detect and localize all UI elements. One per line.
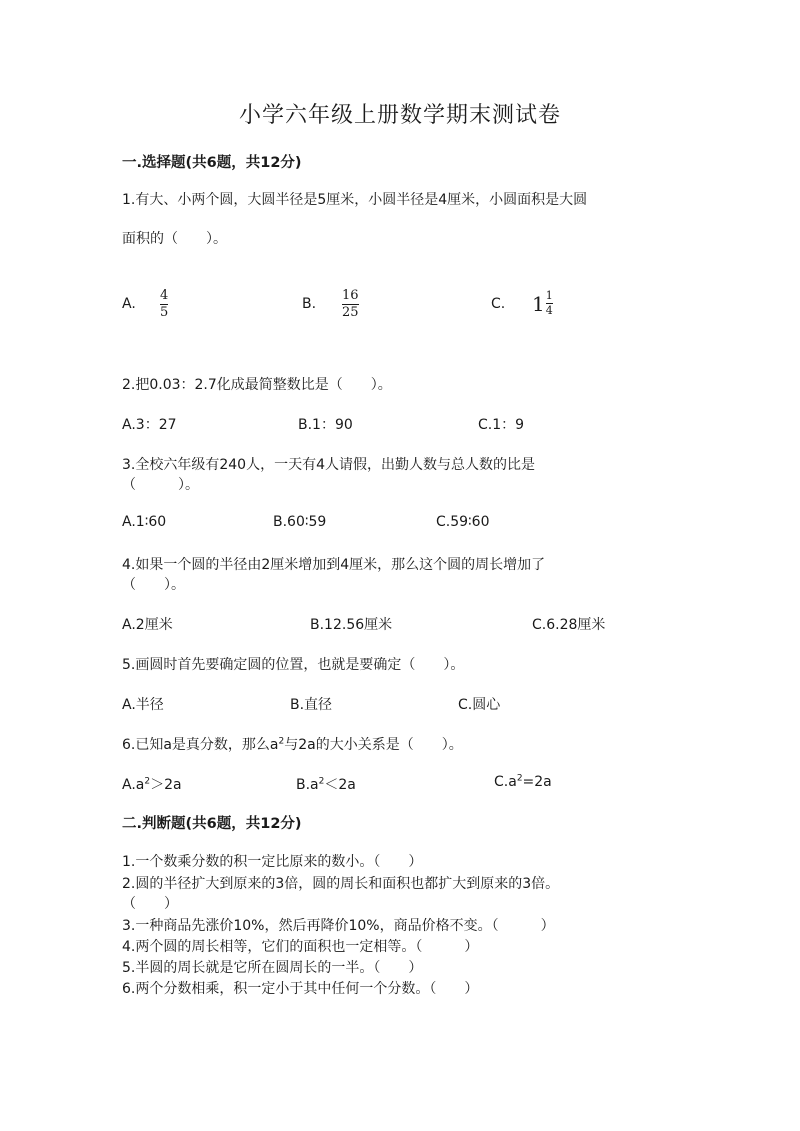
q3-option-a: A.1∶60 <box>122 514 167 530</box>
mixed-whole: 1 <box>532 291 545 316</box>
q1-option-c-mixed-number <box>532 290 553 317</box>
judgment-item-3: 3.一种商品先涨价10%，然后再降价10%，商品价格不变。（ ） <box>122 918 555 934</box>
question-6 <box>122 734 463 754</box>
judgment-item-2: 2.圆的半径扩大到原来的3倍，圆的周长和面积也都扩大到原来的3倍。 <box>122 876 560 892</box>
question-3-line-2: （ ）。 <box>122 477 199 493</box>
q6-a-post: ＞2a <box>150 777 182 793</box>
q1-option-b-fraction <box>342 289 359 320</box>
judgment-item-4: 4.两个圆的周长相等，它们的面积也一定相等。（ ） <box>122 939 479 955</box>
q2-option-b: B.1：90 <box>298 417 353 433</box>
judgment-item-5: 5.半圆的周长就是它所在圆周长的一半。（ ） <box>122 960 423 976</box>
q3-option-b: B.60∶59 <box>273 514 327 530</box>
question-5: 5.画圆时首先要确定圆的位置，也就是要确定（ ）。 <box>122 657 465 673</box>
q1-option-c-label: C. <box>491 296 506 312</box>
q4-option-b: B.12.56厘米 <box>310 617 393 633</box>
judgment-item-1: 1.一个数乘分数的积一定比原来的数小。（ ） <box>122 854 423 870</box>
q1-option-a-label: A. <box>122 296 136 312</box>
q5-option-a: A.半径 <box>122 697 164 713</box>
q6-a-pre: A.a <box>122 777 145 793</box>
q6-text-post: 与2a的大小关系是（ ）。 <box>284 737 463 753</box>
q1-option-a-fraction <box>160 289 168 320</box>
question-4-line-1: 4.如果一个圆的半径由2厘米增加到4厘米，那么这个圆的周长增加了 <box>122 557 546 573</box>
q4-option-a: A.2厘米 <box>122 617 173 633</box>
question-1-line-2: 面积的（ ）。 <box>122 231 227 247</box>
fraction-numerator: 1 <box>545 289 553 302</box>
fraction-numerator: 16 <box>342 288 359 303</box>
q2-option-a: A.3：27 <box>122 417 177 433</box>
q6-option-a <box>122 774 182 794</box>
q6-text-pre: 6.已知a是真分数，那么a <box>122 737 279 753</box>
q3-option-c: C.59∶60 <box>436 514 490 530</box>
q6-c-pre: C.a <box>494 774 517 790</box>
q5-option-c: C.圆心 <box>458 697 501 713</box>
q6-c-sup: 2 <box>516 773 523 784</box>
mixed-fraction <box>546 290 553 317</box>
judgment-item-6: 6.两个分数相乘，积一定小于其中任何一个分数。（ ） <box>122 981 479 997</box>
question-3-line-1: 3.全校六年级有240人，一天有4人请假，出勤人数与总人数的比是 <box>122 457 535 473</box>
q6-option-b <box>296 774 356 794</box>
fraction-denominator: 25 <box>342 305 359 320</box>
q6-option-c <box>494 774 552 790</box>
fraction-numerator: 4 <box>160 288 169 303</box>
q6-a-sup: 2 <box>144 776 151 787</box>
q1-option-b-label: B. <box>302 296 317 312</box>
q6-b-post: ＜2a <box>324 777 356 793</box>
q6-c-post: =2a <box>522 774 552 790</box>
question-1-line-1: 1.有大、小两个圆，大圆半径是5厘米，小圆半径是4厘米，小圆面积是大圆 <box>122 192 588 208</box>
section-heading-choice: 一.选择题(共6题，共12分) <box>122 155 302 171</box>
question-2: 2.把0.03：2.7化成最简整数比是（ ）。 <box>122 377 392 393</box>
q6-text-sup: 2 <box>278 736 285 747</box>
question-4-line-2: （ ）。 <box>122 577 185 593</box>
q4-option-c: C.6.28厘米 <box>532 617 606 633</box>
q6-b-sup: 2 <box>318 776 325 787</box>
fraction-denominator: 5 <box>160 305 169 320</box>
section-heading-judgment: 二.判断题(共6题，共12分) <box>122 816 302 832</box>
q6-b-pre: B.a <box>296 777 319 793</box>
page-title: 小学六年级上册数学期末测试卷 <box>238 103 561 128</box>
q2-option-c: C.1：9 <box>478 417 525 433</box>
judgment-item-2-continued: （ ） <box>122 896 178 912</box>
q5-option-b: B.直径 <box>290 697 333 713</box>
fraction-denominator: 4 <box>545 304 553 317</box>
